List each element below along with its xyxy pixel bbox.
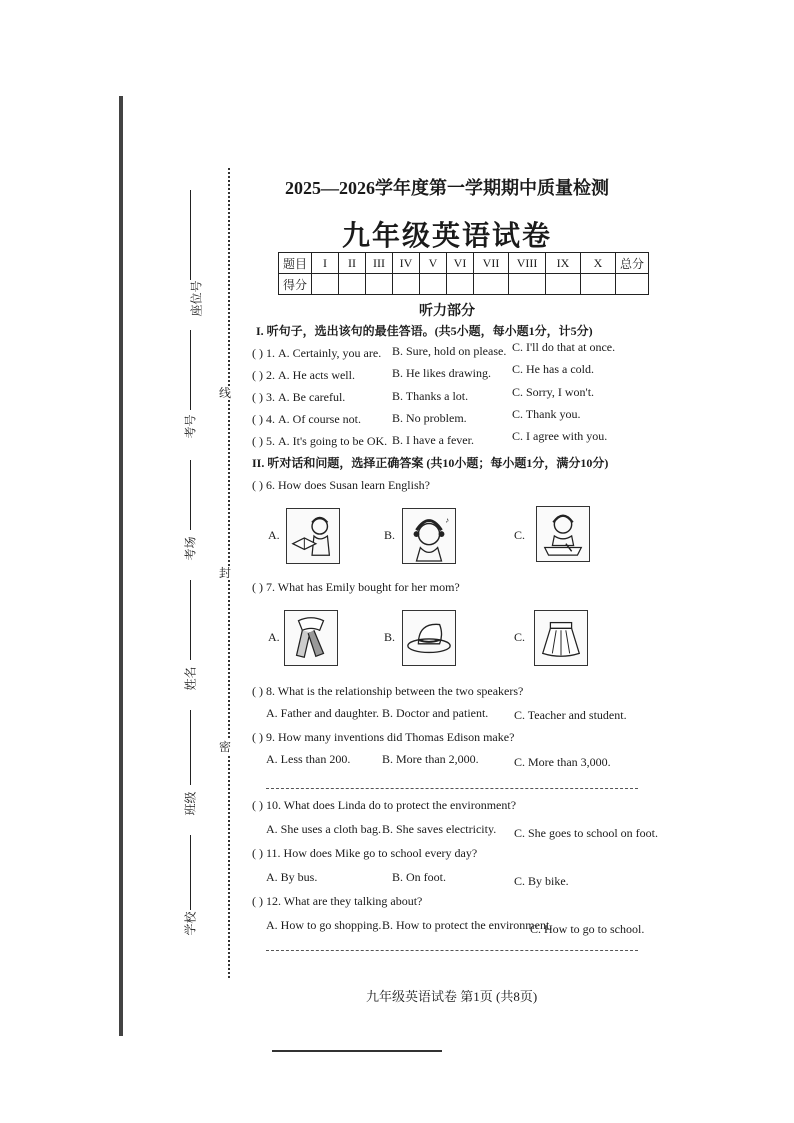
score-cell[interactable] (616, 274, 649, 295)
margin-line-class (190, 710, 191, 785)
q8-option-a: A. Father and daughter. (266, 706, 379, 720)
q6-label-b: B. (384, 528, 396, 542)
margin-line-name (190, 580, 191, 660)
q8-option-b: B. Doctor and patient. (382, 706, 489, 720)
q3-option-b: B. Thanks a lot. (392, 389, 469, 403)
q7-label-c: C. (514, 630, 526, 644)
margin-room-label: 考场 (183, 536, 198, 561)
svg-text:♪: ♪ (445, 515, 450, 525)
q12-option-c: C. How to go to school. (530, 922, 645, 936)
score-cell[interactable] (581, 274, 616, 295)
q1-option-b: B. Sure, hold on please. (392, 344, 507, 358)
q4-option-a: A. Of course not. (278, 412, 361, 426)
q4-stem: ( ) 4. (252, 412, 275, 426)
score-cell[interactable] (546, 274, 581, 295)
writing-girl-icon (536, 506, 590, 562)
q1-option-c: C. I'll do that at once. (512, 340, 616, 354)
listening-section-title: 听力部分 (419, 304, 475, 319)
score-cell[interactable] (339, 274, 366, 295)
bottom-scan-line (272, 1050, 442, 1052)
q10-option-c: C. She goes to school on foot. (514, 826, 658, 840)
divider-rule (266, 788, 638, 790)
scarf-icon (284, 610, 338, 666)
q12-option-b: B. How to protect the environment. (382, 918, 553, 932)
margin-exam-no-label: 考号 (183, 414, 198, 439)
score-cell[interactable] (366, 274, 393, 295)
q4-option-b: B. No problem. (392, 411, 467, 425)
q4-option-c: C. Thank you. (512, 407, 581, 421)
q9-option-c: C. More than 3,000. (514, 755, 611, 769)
q12-option-a: A. How to go shopping. (266, 918, 382, 932)
skirt-icon (534, 610, 588, 666)
score-col-1: I (312, 253, 339, 274)
q2-option-c: C. He has a cold. (512, 362, 594, 376)
score-col-2: II (339, 253, 366, 274)
q3-option-c: C. Sorry, I won't. (512, 385, 595, 399)
score-cell[interactable] (420, 274, 447, 295)
q2-option-a: A. He acts well. (278, 368, 355, 382)
q11-option-b: B. On foot. (392, 870, 446, 884)
q5-option-a: A. It's going to be OK. (278, 434, 388, 448)
q3-stem: ( ) 3. (252, 390, 275, 404)
q6-label-c: C. (514, 528, 526, 542)
score-col-label: 题目 (279, 253, 312, 274)
margin-school-label: 学校 (183, 911, 198, 936)
score-cell[interactable] (509, 274, 546, 295)
divider-rule (266, 950, 638, 952)
reading-girl-icon (286, 508, 340, 564)
part2-heading: II. 听对话和问题，选择正确答案 (共10小题；每小题1分，满分10分) (252, 456, 609, 470)
q10-option-b: B. She saves electricity. (382, 822, 497, 836)
score-col-6: VI (447, 253, 474, 274)
q1-stem: ( ) 1. (252, 346, 275, 360)
score-col-total: 总分 (616, 253, 649, 274)
score-cell[interactable] (312, 274, 339, 295)
fold-mark-feng: 封 (219, 566, 232, 580)
score-col-5: V (420, 253, 447, 274)
q9-stem: ( ) 9. How many inventions did Thomas Edison make? (252, 730, 515, 744)
q5-option-b: B. I have a fever. (392, 433, 474, 447)
margin-seat-label: 座位号 (189, 280, 204, 317)
margin-class-label: 班级 (183, 791, 198, 816)
q8-option-c: C. Teacher and student. (514, 708, 627, 722)
score-col-7: VII (474, 253, 509, 274)
q11-option-a: A. By bus. (266, 870, 318, 884)
q11-option-c: C. By bike. (514, 874, 569, 888)
listening-girl-icon (402, 508, 456, 564)
score-col-3: III (366, 253, 393, 274)
score-cell[interactable] (393, 274, 420, 295)
exam-title-subject: 九年级英语试卷 (341, 221, 552, 252)
q9-option-a: A. Less than 200. (266, 752, 351, 766)
q7-label-a: A. (268, 630, 280, 644)
q9-option-b: B. More than 2,000. (382, 752, 479, 766)
score-col-4: IV (393, 253, 420, 274)
page-footer: 九年级英语试卷 第1页 (共8页) (366, 989, 538, 1004)
margin-line-room (190, 460, 191, 530)
q5-option-c: C. I agree with you. (512, 429, 608, 443)
q10-option-a: A. She uses a cloth bag. (266, 822, 381, 836)
hat-icon (402, 610, 456, 666)
score-table-score-row (279, 274, 649, 295)
q7-question: ( ) 7. What has Emily bought for her mom? (252, 580, 460, 594)
exam-title-term: 2025—2026学年度第一学期期中质量检测 (285, 178, 609, 198)
score-col-10: X (581, 253, 616, 274)
score-table (278, 252, 649, 295)
score-col-8: VIII (509, 253, 546, 274)
q2-stem: ( ) 2. (252, 368, 275, 382)
q1-option-a: A. Certainly, you are. (278, 346, 382, 360)
margin-line-exam-no (190, 330, 191, 410)
margin-line-school (190, 835, 191, 910)
margin-name-label: 姓名 (183, 666, 198, 691)
part1-heading: I. 听句子，选出该句的最佳答语。(共5小题，每小题1分，计5分) (256, 324, 593, 338)
fold-mark-xian: 线 (219, 386, 232, 400)
score-row-label: 得分 (279, 274, 312, 295)
score-cell[interactable] (474, 274, 509, 295)
q6-label-a: A. (268, 528, 280, 542)
q3-option-a: A. Be careful. (278, 390, 346, 404)
q2-option-b: B. He likes drawing. (392, 366, 491, 380)
q7-label-b: B. (384, 630, 396, 644)
fold-mark-mi: 密 (219, 740, 232, 754)
q12-stem: ( ) 12. What are they talking about? (252, 894, 423, 908)
q8-stem: ( ) 8. What is the relationship between the two speakers? (252, 684, 524, 698)
score-col-9: IX (546, 253, 581, 274)
q10-stem: ( ) 10. What does Linda do to protect the environment? (252, 798, 517, 812)
q11-stem: ( ) 11. How does Mike go to school every day? (252, 846, 478, 860)
score-table-header-row (279, 253, 649, 274)
score-cell[interactable] (447, 274, 474, 295)
q5-stem: ( ) 5. (252, 434, 275, 448)
q6-question: ( ) 6. How does Susan learn English? (252, 478, 430, 492)
